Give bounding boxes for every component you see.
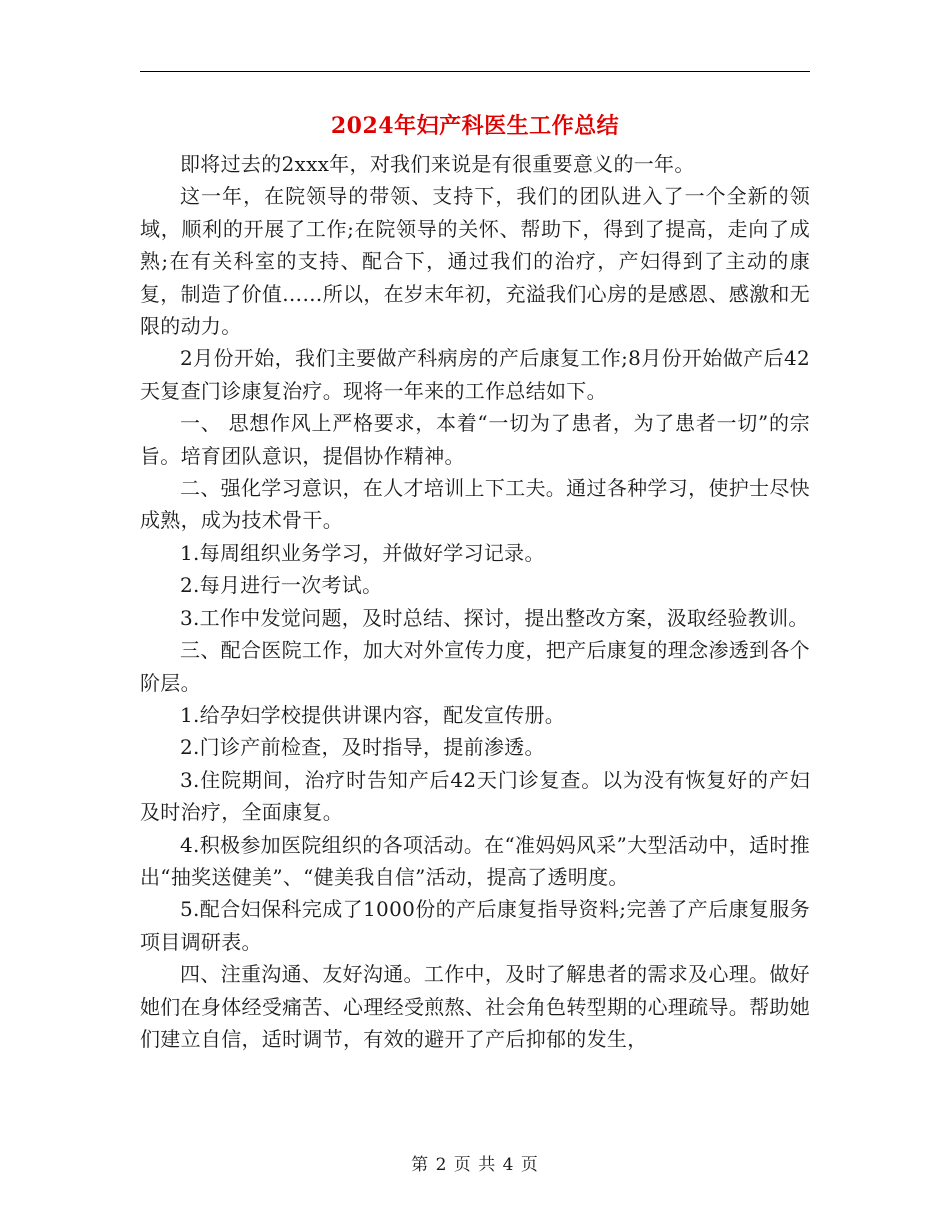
section-three-item-2: 2.门诊产前检查，及时指导，提前渗透。: [180, 735, 545, 760]
paragraph-year-review: 这一年，在院领导的带领、支持下，我们的团队进入了一个全新的领域，顺利的开展了工作;在院领导的关怀、帮助下，得到了提高，走向了成熟;在有关科室的支持、配合下，通过我们的治疗，产妇得到了主动的康复，制造了价值……所以，在岁末年初，充溢我们心房的是感恩、感激和无限的动力。: [140, 184, 810, 339]
document-body: [140, 148, 810, 1055]
section-one-heading: 一、 思想作风上严格要求，本着“一切为了患者，为了患者一切”的宗旨。培育团队意识，提倡协作精神。: [140, 411, 810, 468]
section-three-item-1: 1.给孕妇学校提供讲课内容，配发宣传册。: [180, 702, 566, 727]
paragraph-work-scope: 2月份开始，我们主要做产科病房的产后康复工作;8月份开始做产后42天复查门诊康复治疗。现将一年来的工作总结如下。: [140, 346, 810, 403]
section-three-item-3: 3.住院期间，治疗时告知产后42天门诊复查。以为没有恢复好的产妇及时治疗，全面康复。: [140, 767, 810, 825]
page-number: 第 2 页 共 4 页: [411, 1155, 539, 1175]
section-three-item-4: 4.积极参加医院组织的各项活动。在“准妈妈风采”大型活动中，适时推出“抽奖送健美”、“健美我自信”活动，提高了透明度。: [140, 832, 810, 889]
section-two-heading: 二、强化学习意识，在人才培训上下工夫。通过各种学习，使护士尽快成熟，成为技术骨干。: [140, 476, 810, 533]
section-two-item-1: 1.每周组织业务学习，并做好学习记录。: [180, 540, 545, 565]
section-two-item-3: 3.工作中发觉问题，及时总结、探讨，提出整改方案，汲取经验教训。: [180, 605, 809, 630]
section-three-item-5: 5.配合妇保科完成了1000份的产后康复指导资料;完善了产后康复服务项目调研表。: [140, 897, 810, 954]
section-four-heading: 四、注重沟通、友好沟通。工作中，及时了解患者的需求及心理。做好她们在身体经受痛苦、心理经受煎熬、社会角色转型期的心理疏导。帮助她们建立自信，适时调节，有效的避开了产后抑郁的发生，: [140, 962, 810, 1051]
document-title: 2024年妇产科医生工作总结: [330, 113, 620, 139]
section-two-item-2: 2.每月进行一次考试。: [180, 573, 383, 598]
section-three-heading: 三、配合医院工作，加大对外宣传力度，把产后康复的理念渗透到各个阶层。: [140, 638, 810, 695]
paragraph-intro: 即将过去的2xxx年，对我们来说是有很重要意义的一年。: [180, 152, 695, 176]
header-rule: [140, 71, 810, 72]
